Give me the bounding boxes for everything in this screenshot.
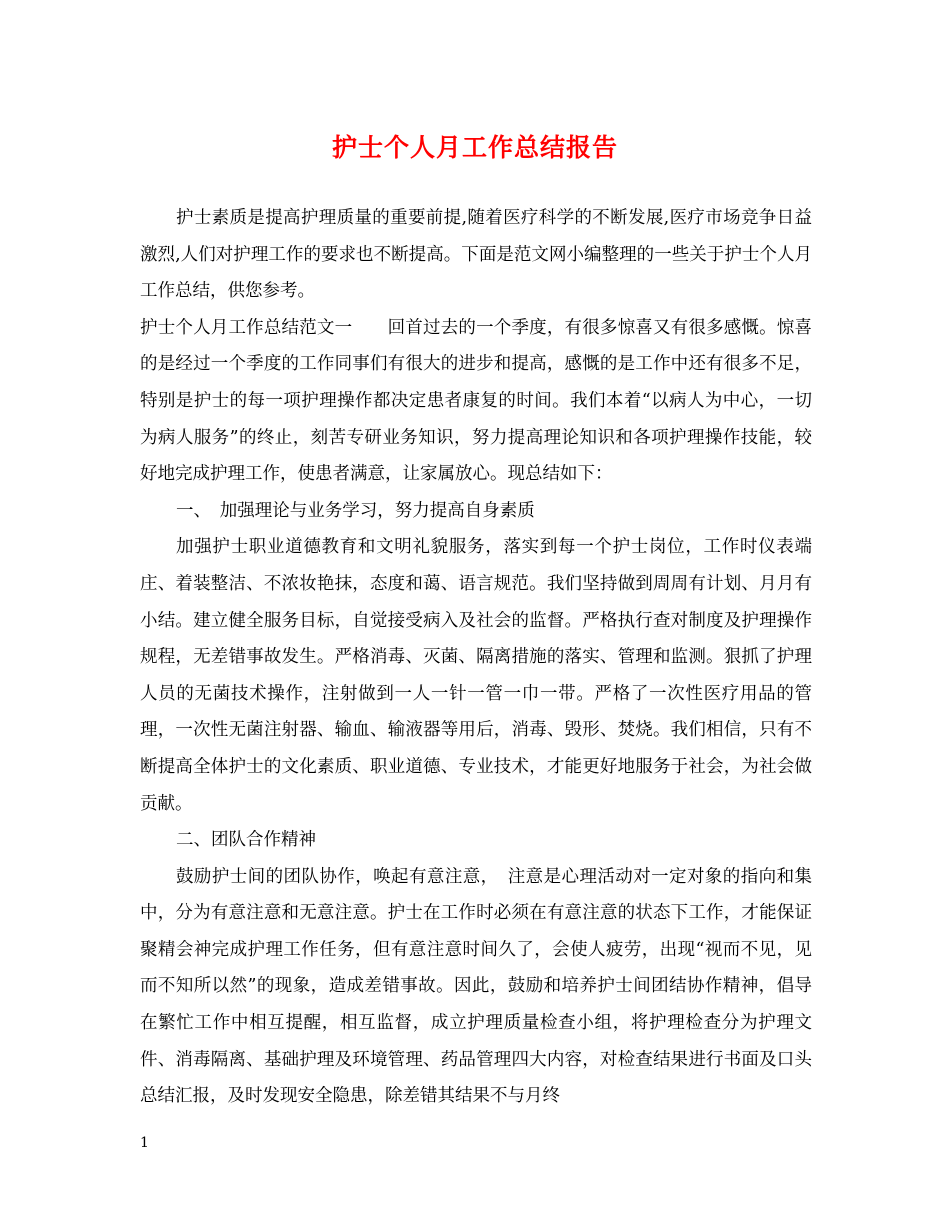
section-two-paragraph: 鼓励护士间的团队协作，唤起有意注意， 注意是心理活动对一定对象的指向和集中，分为有意注意和无意注意。护士在工作时必须在有意注意的状态下工作，才能保证聚精会神完成护理工作任务，但有意注意时间久了，会使人疲劳，出现“视而不见，见而不知所以然”的现象，造成差错事故。因此，鼓励和培养护士间团结协作精神，倡导在繁忙工作中相互提醒，相互监督，成立护理质量检查小组，将护理检查分为护理文件、消毒隔离、基础护理及环境管理、药品管理四大内容，对检查结果进行书面及口头总结汇报，及时发现安全隐患，除差错其结果不与月终 (140, 866, 812, 1107)
section-heading-two: 二、团队合作精神 (176, 830, 316, 851)
document-body (140, 200, 812, 1115)
section-heading-one: 一、 加强理论与业务学习，努力提高自身素质 (176, 500, 535, 521)
document-title: 护士个人月工作总结报告 (331, 133, 618, 162)
page-number: 1 (140, 1135, 149, 1151)
intro-paragraph: 护士素质是提高护理质量的重要前提,随着医疗科学的不断发展,医疗市场竞争日益激烈,人们对护理工作的要求也不断提高。下面是范文网小编整理的一些关于护士个人月工作总结，供您参考。 (140, 208, 812, 302)
section-one-paragraph: 加强护士职业道德教育和文明礼貌服务，落实到每一个护士岗位，工作时仪表端庄、着装整洁、不浓妆艳抹，态度和蔼、语言规范。我们坚持做到周周有计划、月月有小结。建立健全服务目标，自觉接受病入及社会的监督。严格执行查对制度及护理操作规程，无差错事故发生。严格消毒、灭菌、隔离措施的落实、管理和监测。狠抓了护理人员的无菌技术操作，注射做到一人一针一管一巾一带。严格了一次性医疗用品的管理，一次性无菌注射器、输血、输液器等用后，消毒、毁形、焚烧。我们相信，只有不断提高全体护士的文化素质、职业道德、专业技术，才能更好地服务于社会，为社会做贡献。 (140, 537, 812, 814)
sample-one-paragraph: 护士个人月工作总结范文一 回首过去的一个季度，有很多惊喜又有很多感慨。惊喜的是经过一个季度的工作同事们有很大的进步和提高，感慨的是工作中还有很多不足，特别是护士的每一项护理操作都决定患者康复的时间。我们本着“以病人为中心，一切为病人服务”的终止，刻苦专研业务知识，努力提高理论知识和各项护理操作技能，较好地完成护理工作，使患者满意，让家属放心。现总结如下： (140, 317, 812, 485)
